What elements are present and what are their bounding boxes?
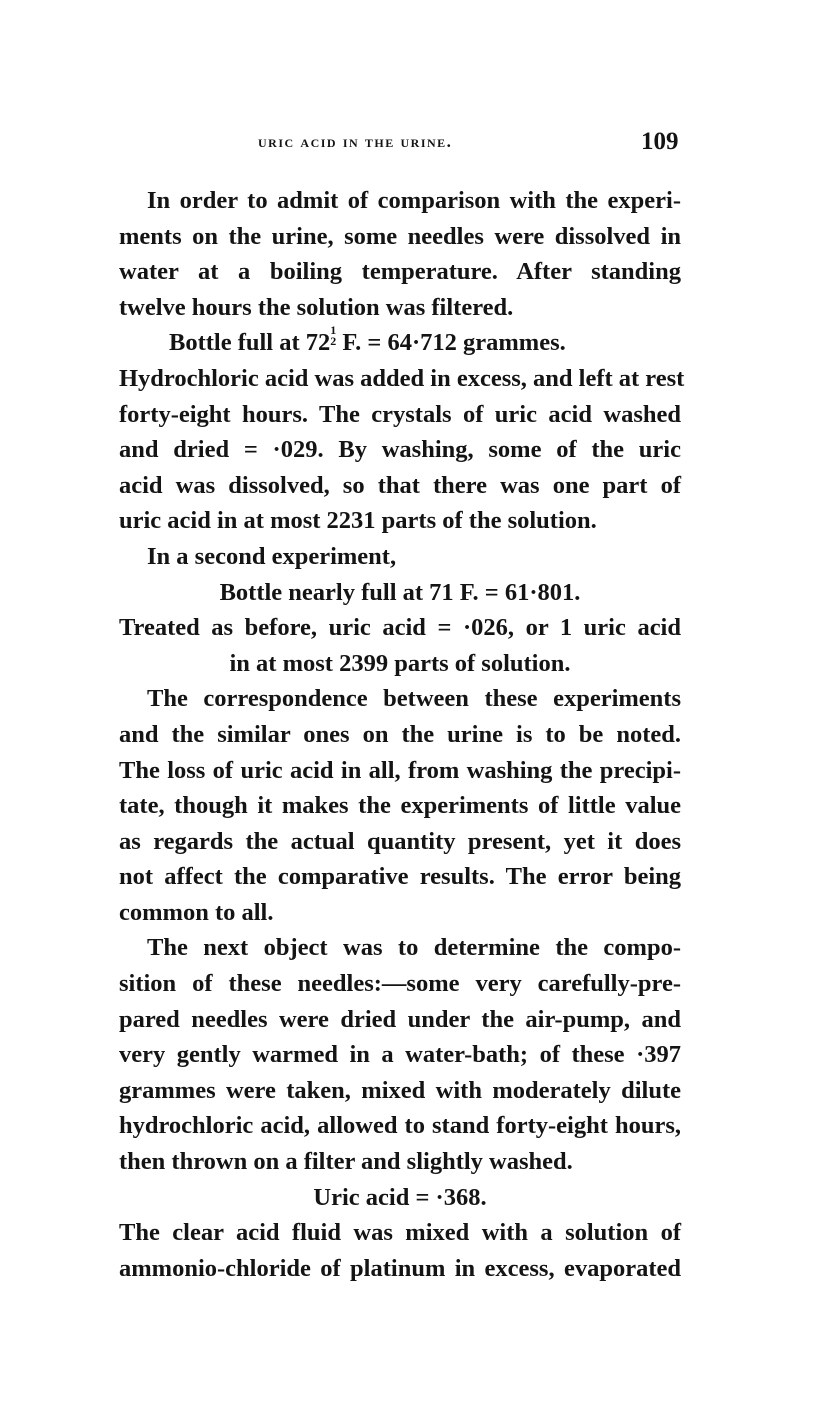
text-line: ments on the urine, some needles were dissolved in — [119, 222, 681, 250]
text-line: and dried = ·029. By washing, some of the uric — [119, 436, 681, 464]
text-line: in at most 2399 parts of solution. — [229, 649, 571, 677]
fraction-numerator: 1 — [330, 323, 337, 338]
text-line: uric acid in at most 2231 parts of the solution. — [119, 507, 597, 535]
text-line: then thrown on a filter and slightly washed. — [119, 1148, 573, 1176]
measurement-line — [119, 325, 681, 361]
text-line: common to all. — [119, 898, 274, 926]
text-line: sition of these needles:—some very carefully-pre- — [119, 970, 681, 998]
text-line: Treated as before, uric acid = ·026, or 1 uric acid — [119, 614, 681, 642]
body-text — [119, 183, 685, 1286]
running-head: uric acid in the urine. — [258, 132, 453, 151]
measurement-line: Bottle nearly full at 71 F. = 61·801. — [219, 578, 581, 606]
fraction-denominator: 2 — [330, 334, 337, 349]
text-line: The clear acid fluid was mixed with a solution of — [119, 1219, 681, 1247]
text-line: and the similar ones on the urine is to be noted. — [119, 720, 681, 748]
text-line: hydrochloric acid, allowed to stand forty-eight hours, — [119, 1112, 681, 1140]
text-line: In a second experiment, — [147, 542, 397, 570]
text-line: as regards the actual quantity present, yet it does — [119, 827, 681, 855]
text-line: water at a boiling temperature. After standing — [119, 258, 681, 286]
page-number: 109 — [641, 128, 679, 155]
text-line: In order to admit of comparison with the experi- — [147, 187, 681, 214]
measurement-prefix: Bottle full at 72 — [169, 329, 331, 357]
text-line: grammes were taken, mixed with moderately dilute — [119, 1076, 681, 1104]
text-line: forty-eight hours. The crystals of uric acid washed — [119, 400, 681, 428]
text-line: tate, though it makes the experiments of little value — [119, 792, 681, 820]
text-line: ammonio-chloride of platinum in excess, evaporated — [119, 1254, 681, 1282]
text-line: The loss of uric acid in all, from washing the precipi- — [119, 756, 681, 784]
measurement-suffix: F. = 64·712 grammes. — [336, 329, 566, 357]
text-line: The correspondence between these experiments — [147, 685, 681, 713]
text-line: Hydrochloric acid was added in excess, and left at rest — [119, 364, 685, 392]
text-line: twelve hours the solution was filtered. — [119, 293, 514, 321]
text-line: acid was dissolved, so that there was one part of — [119, 471, 681, 499]
text-line: very gently warmed in a water-bath; of these ·397 — [119, 1041, 681, 1069]
text-line: pared needles were dried under the air-pump, and — [119, 1005, 681, 1033]
measurement-line: Uric acid = ·368. — [313, 1183, 487, 1211]
text-line: The next object was to determine the compo- — [147, 934, 681, 962]
text-line: not affect the comparative results. The error being — [119, 863, 681, 891]
